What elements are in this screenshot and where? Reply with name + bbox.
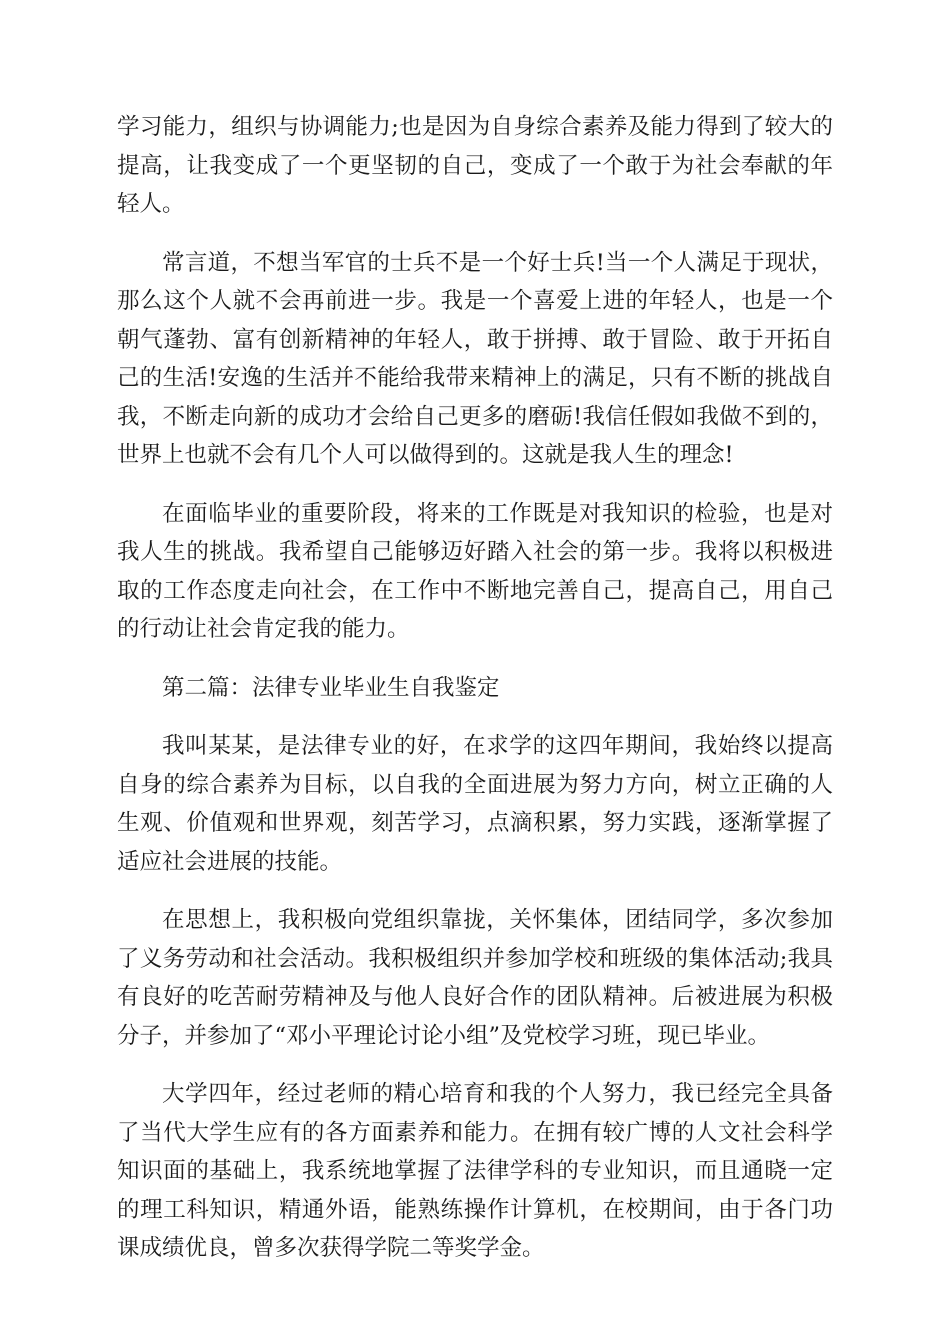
- paragraph-introduction: 我叫某某，是法律专业的好，在求学的这四年期间，我始终以提高自身的综合素养为目标，以自我的全面进展为努力方向，树立正确的人生观、价值观和世界观，刻苦学习，点滴积累，努力实践，逐渐掌握了适应社会进展的技能。: [117, 733, 833, 875]
- paragraph-ambition: 常言道，不想当军官的士兵不是一个好士兵!当一个人满足于现状，那么这个人就不会再前进一步。我是一个喜爱上进的年轻人，也是一个朝气蓬勃、富有创新精神的年轻人，敢于拼搏、敢于冒险、敢于开拓自己的生活!安逸的生活并不能给我带来精神上的满足，只有不断的挑战自我，不断走向新的成功才会给自己更多的磨砺!我信任假如我做不到的，世界上也就不会有几个人可以做得到的。这就是我人生的理念!: [117, 249, 833, 468]
- paragraph-graduation: 在面临毕业的重要阶段，将来的工作既是对我知识的检验，也是对我人生的挑战。我希望自己能够迈好踏入社会的第一步。我将以积极进取的工作态度走向社会，在工作中不断地完善自己，提高自己，用自己的行动让社会肯定我的能力。: [117, 500, 833, 642]
- paragraph-study: 大学四年，经过老师的精心培育和我的个人努力，我已经完全具备了当代大学生应有的各方面素养和能力。在拥有较广博的人文社会科学知识面的基础上，我系统地掌握了法律学科的专业知识，而且通晓一定的理工科知识，精通外语，能熟练操作计算机，在校期间，由于各门功课成绩优良，曾多次获得学院二等奖学金。: [117, 1081, 833, 1261]
- section-heading: 第二篇：法律专业毕业生自我鉴定: [162, 674, 500, 701]
- document-body: [117, 108, 833, 1288]
- paragraph-ideology: 在思想上，我积极向党组织靠拢，关怀集体，团结同学，多次参加了义务劳动和社会活动。我积极组织并参加学校和班级的集体活动;我具有良好的吃苦耐劳精神及与他人良好合作的团队精神。后被进展为积极分子，并参加了“邓小平理论讨论小组”及党校学习班，现已毕业。: [117, 907, 833, 1049]
- paragraph-continuation: 学习能力，组织与协调能力;也是因为自身综合素养及能力得到了较大的提高，让我变成了一个更坚韧的自己，变成了一个敢于为社会奉献的年轻人。: [117, 114, 833, 217]
